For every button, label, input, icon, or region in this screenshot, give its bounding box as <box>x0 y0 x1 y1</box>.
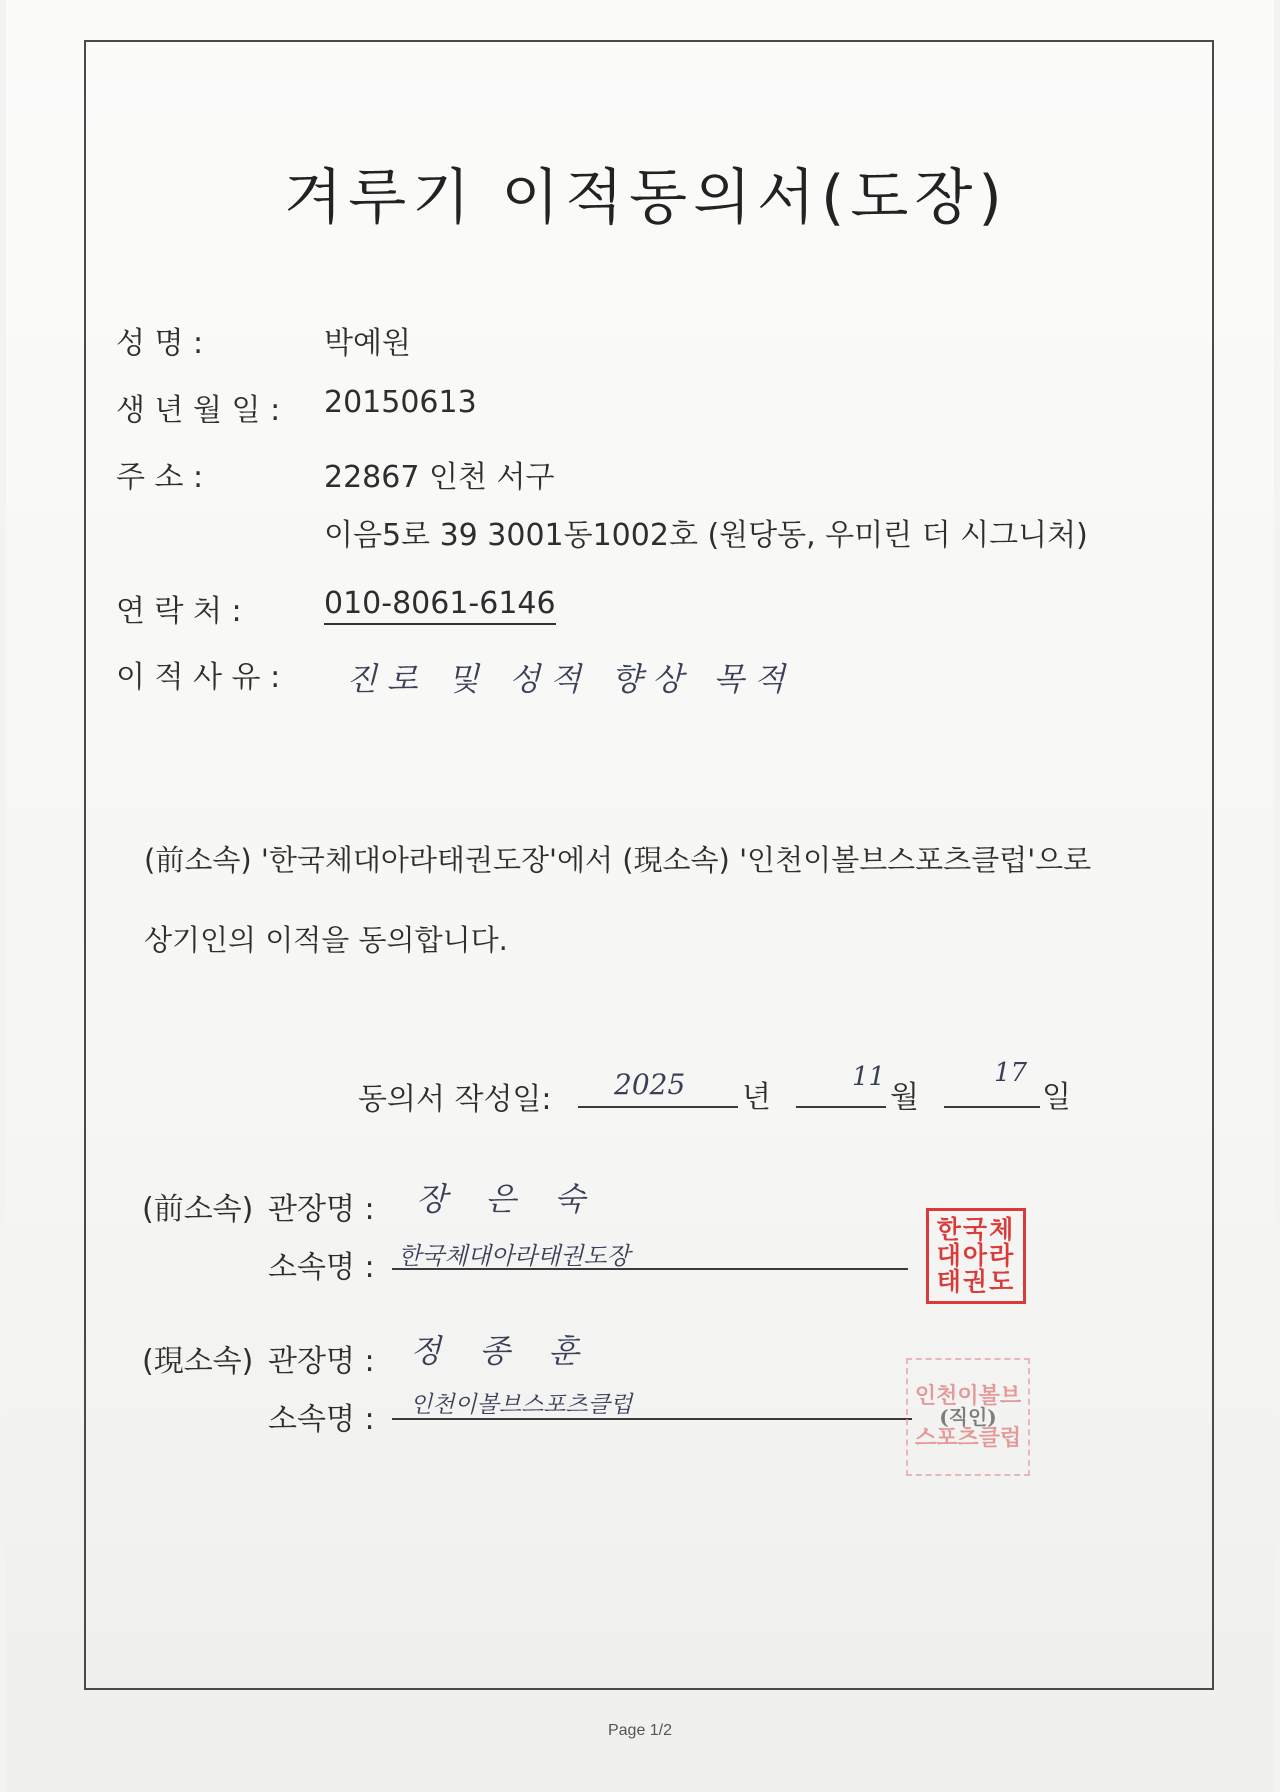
date-day: 17 <box>994 1058 1028 1088</box>
cur-seal <box>906 1358 1030 1476</box>
prev-org-value: 한국체대아라태권도장 <box>398 1242 630 1270</box>
date-month-unit: 월 <box>890 1080 919 1115</box>
contact-value: 010-8061-6146 <box>324 586 556 625</box>
cur-director-label: 관장명 : <box>268 1344 375 1379</box>
birth-label: 생 년 월 일 : <box>116 393 281 428</box>
prev-org-label: 소속명 : <box>268 1250 375 1285</box>
address-label: 주 소 : <box>116 460 204 495</box>
document-title: 겨루기 이적동의서(도장) <box>284 163 1008 233</box>
cur-org-value: 인천이볼브스포츠클럽 <box>410 1392 633 1418</box>
cur-director-value: 정 종 훈 <box>410 1332 594 1370</box>
reason-label: 이 적 사 유 : <box>116 660 281 695</box>
date-year-line <box>578 1106 738 1108</box>
date-month: 11 <box>852 1062 886 1092</box>
prev-director-value: 장 은 숙 <box>416 1180 600 1218</box>
name-value: 박예원 <box>324 326 411 361</box>
cur-org-label: 소속명 : <box>268 1402 375 1437</box>
prev-seal-line1: 한국체 <box>936 1214 1016 1244</box>
date-month-line <box>796 1106 886 1108</box>
date-label: 동의서 작성일: <box>358 1082 552 1117</box>
document-page <box>6 0 1274 1792</box>
cur-seal-line2: 스포츠클럽 <box>914 1425 1022 1451</box>
birth-value: 20150613 <box>324 385 477 420</box>
prev-seal <box>926 1208 1026 1304</box>
prev-prefix: (前소속) <box>142 1192 254 1227</box>
contact-label: 연 락 처 : <box>116 594 242 629</box>
date-year-unit: 년 <box>742 1080 771 1115</box>
address-line2: 이음5로 39 3001동1002호 (원당동, 우미린 더 시그니처) <box>324 518 1088 553</box>
prev-seal-line2: 대아라 <box>936 1240 1016 1270</box>
date-day-unit: 일 <box>1042 1080 1071 1115</box>
cur-seal-mark: (직인) <box>939 1405 997 1429</box>
date-year: 2025 <box>614 1068 686 1101</box>
date-day-line <box>944 1106 1040 1108</box>
prev-director-label: 관장명 : <box>268 1192 375 1227</box>
page-number: Page 1/2 <box>607 1722 673 1739</box>
prev-seal-line3: 태권도 <box>936 1267 1016 1297</box>
cur-prefix: (現소속) <box>142 1344 254 1379</box>
reason-value: 진로 및 성적 향상 목적 <box>346 660 795 698</box>
cur-seal-line1: 인천이볼브 <box>914 1383 1022 1409</box>
statement-line1: (前소속) '한국체대아라태권도장'에서 (現소속) '인천이볼브스포츠클럽'으로 <box>144 843 1092 877</box>
statement-line2: 상기인의 이적을 동의합니다. <box>144 923 508 957</box>
address-line1: 22867 인천 서구 <box>324 460 555 495</box>
name-label: 성 명 : <box>116 326 204 361</box>
